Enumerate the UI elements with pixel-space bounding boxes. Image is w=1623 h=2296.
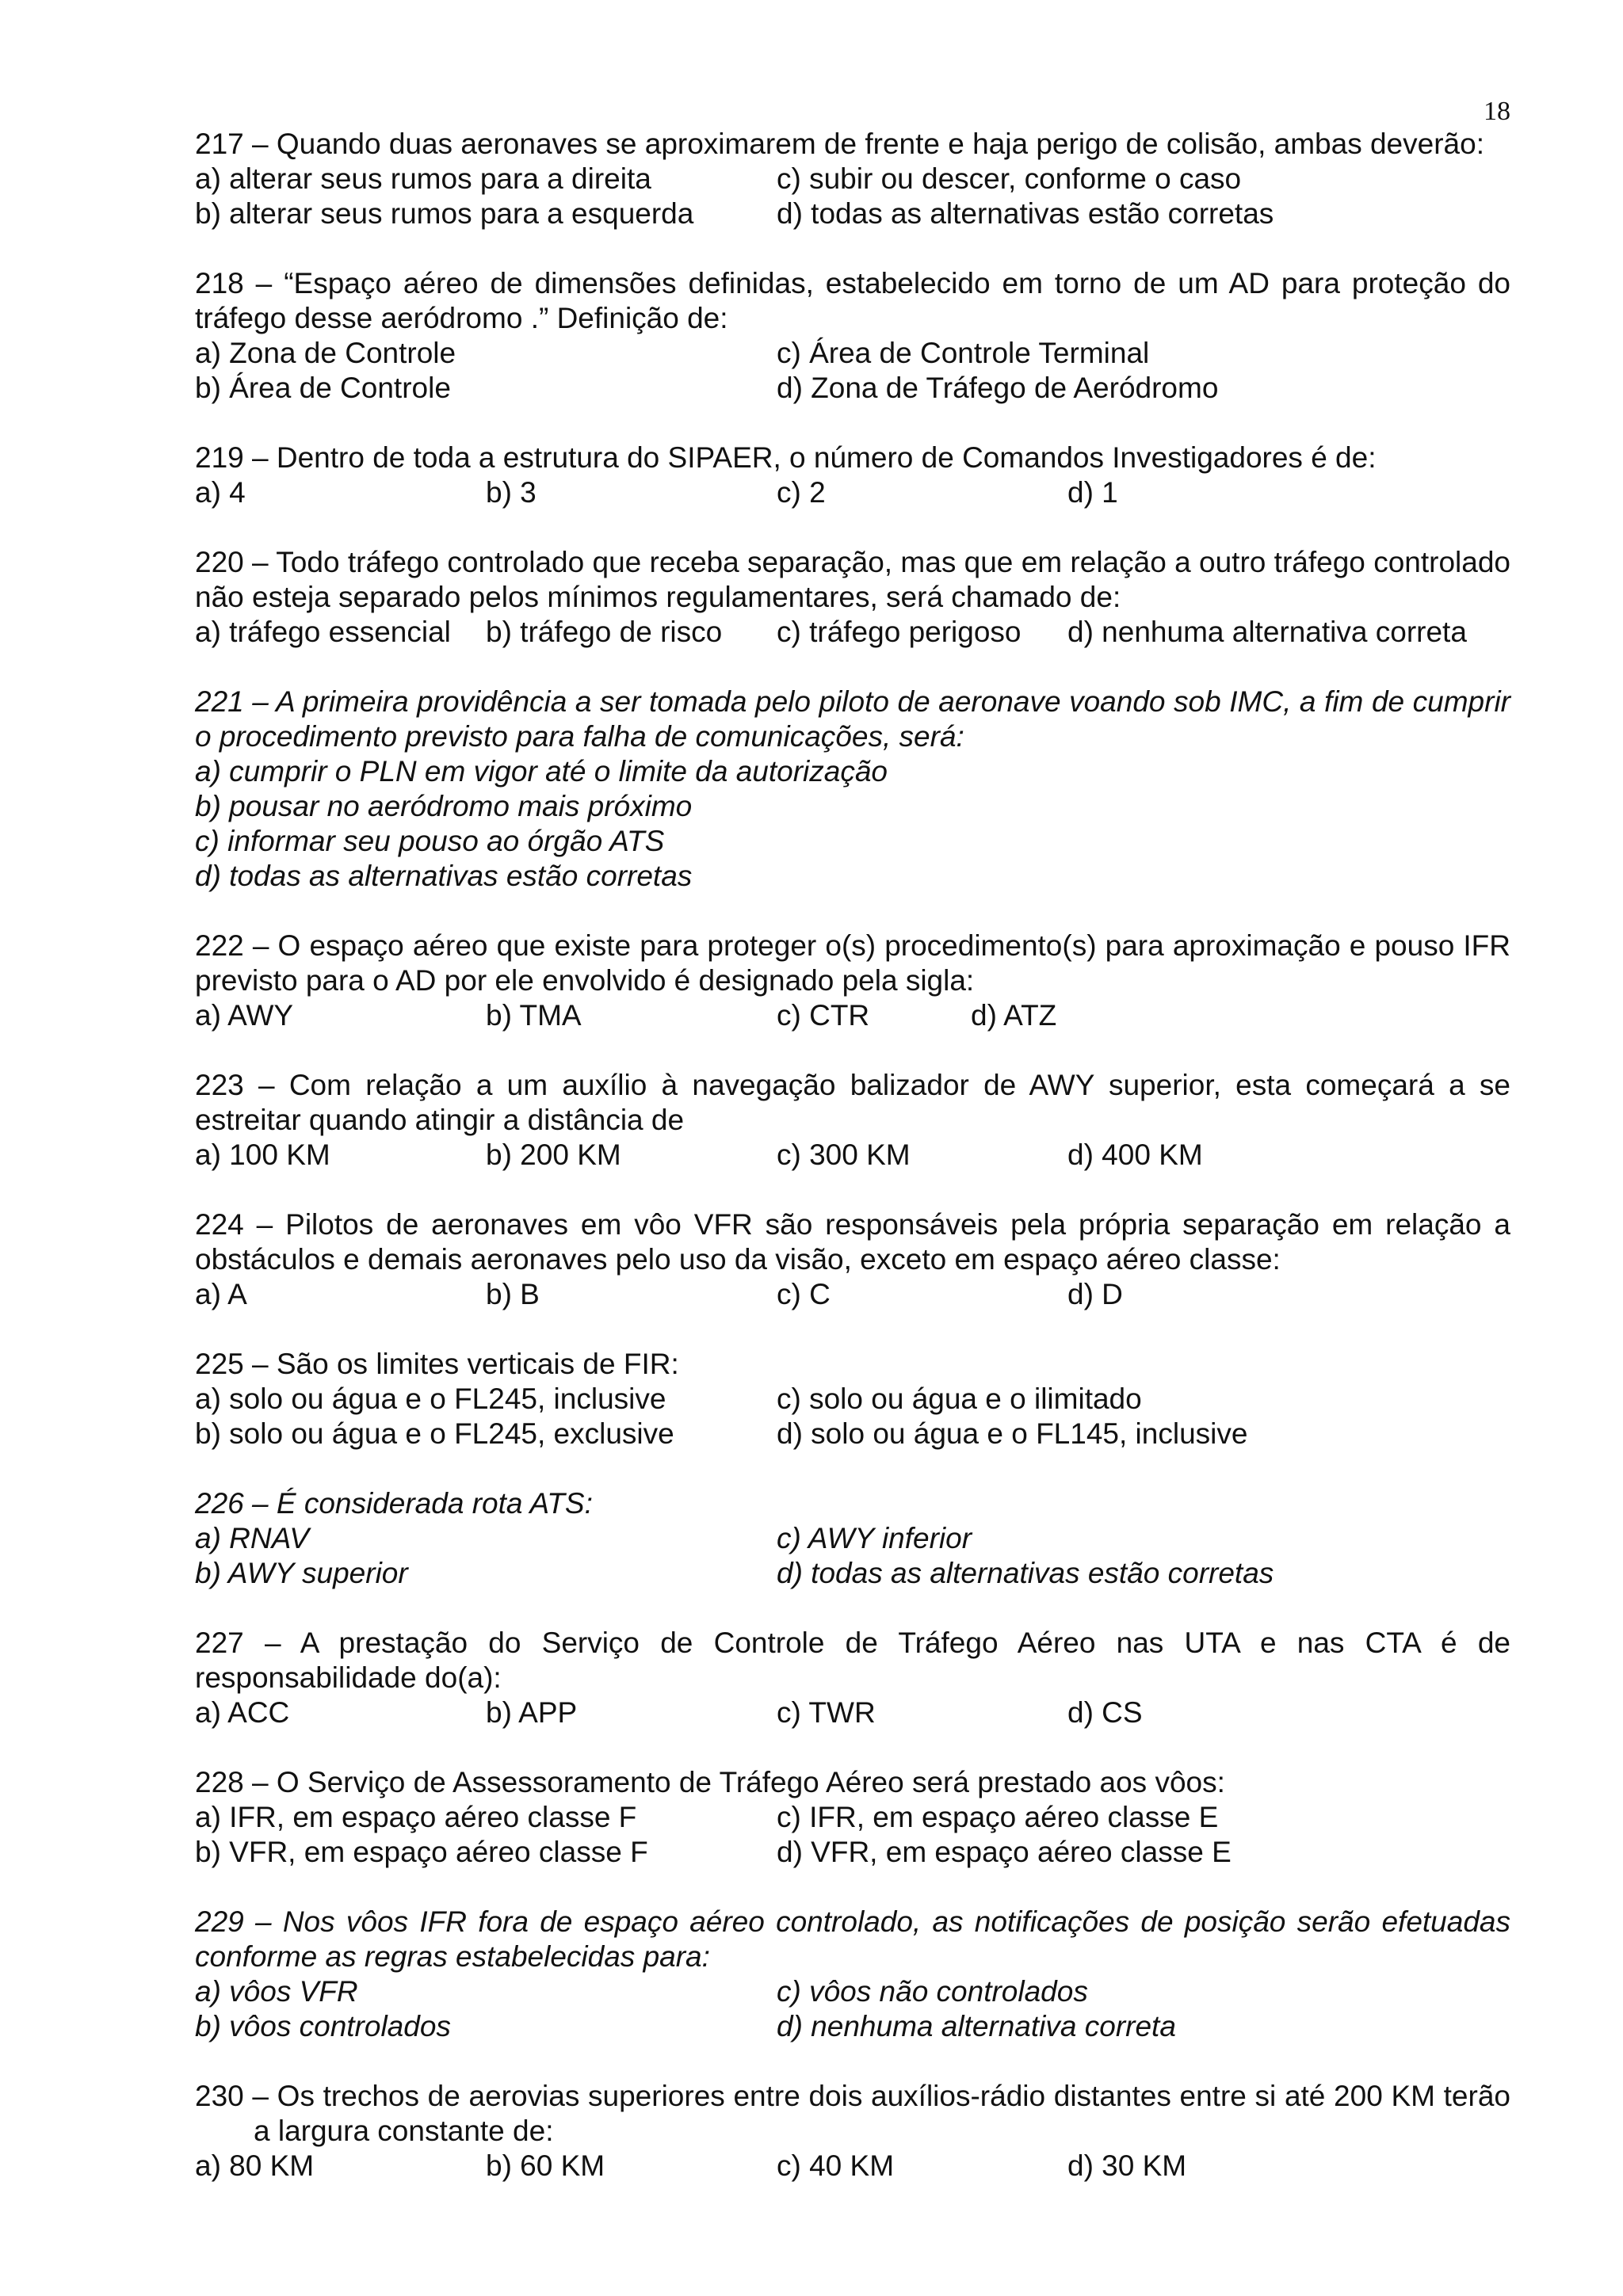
option-b: b) pousar no aeródromo mais próximo	[195, 790, 693, 822]
question-stem: 225 – São os limites verticais de FIR:	[195, 1348, 679, 1380]
answer-options	[195, 1382, 1510, 1451]
option-a: a) vôos VFR	[195, 1975, 358, 2008]
option-a: a) ACC	[195, 1696, 290, 1729]
answer-options	[195, 475, 1510, 510]
option-a: a) RNAV	[195, 1522, 309, 1554]
question-228	[195, 1765, 1510, 1870]
question-225	[195, 1347, 1510, 1451]
question-217	[195, 127, 1510, 231]
question-224	[195, 1207, 1510, 1312]
question-list	[195, 127, 1510, 2183]
question-223	[195, 1068, 1510, 1173]
option-c: c) tráfego perigoso	[777, 616, 1022, 648]
answer-options	[195, 1521, 1510, 1591]
option-b: b) Área de Controle	[195, 372, 451, 404]
question-stem: 228 – O Serviço de Assessoramento de Tráfego Aéreo será prestado aos vôos:	[195, 1766, 1225, 1798]
option-c: c) vôos não controlados	[777, 1975, 1088, 2008]
question-218	[195, 266, 1510, 406]
option-c: c) solo ou água e o ilimitado	[777, 1383, 1142, 1415]
question-stem: 229 – Nos vôos IFR fora de espaço aéreo controlado, as notificações de posição serão efetuadas conforme as regras estabelecidas para:	[195, 1905, 1510, 1973]
option-a: a) Zona de Controle	[195, 337, 456, 369]
answer-options	[195, 998, 1510, 1033]
option-b: b) solo ou água e o FL245, exclusive	[195, 1417, 674, 1450]
question-stem: 217 – Quando duas aeronaves se aproximarem de frente e haja perigo de colisão, ambas deverão:	[195, 128, 1484, 160]
question-221	[195, 685, 1510, 894]
option-b: b) APP	[486, 1696, 578, 1729]
option-b: b) TMA	[486, 999, 582, 1032]
option-a: a) IFR, em espaço aéreo classe F	[195, 1801, 637, 1833]
option-b: b) vôos controlados	[195, 2010, 451, 2042]
question-stem: 223 – Com relação a um auxílio à navegação balizador de AWY superior, esta começará a se estreitar quando atingir a distância de	[195, 1069, 1510, 1136]
answer-options	[195, 2149, 1510, 2183]
answer-options	[195, 754, 1510, 894]
option-a: a) 100 KM	[195, 1138, 330, 1171]
question-stem: 222 – O espaço aéreo que existe para proteger o(s) procedimento(s) para aproximação e pouso IFR previsto para o AD por ele envolvido é designado pela sigla:	[195, 929, 1510, 997]
question-229	[195, 1905, 1510, 2044]
option-c: c) 300 KM	[777, 1138, 911, 1171]
option-a: a) 4	[195, 476, 246, 509]
option-d: d) D	[1067, 1278, 1123, 1310]
option-b: b) alterar seus rumos para a esquerda	[195, 197, 694, 230]
option-b: b) 3	[486, 476, 537, 509]
option-d: d) nenhuma alternativa correta	[1067, 616, 1467, 648]
option-b: b) VFR, em espaço aéreo classe F	[195, 1836, 648, 1868]
option-b: b) AWY superior	[195, 1557, 408, 1589]
option-d: d) todas as alternativas estão corretas	[777, 1557, 1274, 1589]
option-d: d) solo ou água e o FL145, inclusive	[777, 1417, 1248, 1450]
answer-options	[195, 1138, 1510, 1173]
question-220	[195, 545, 1510, 650]
option-c: c) CTR	[777, 999, 870, 1032]
option-a: a) A	[195, 1278, 247, 1310]
option-c: c) AWY inferior	[777, 1522, 972, 1554]
question-stem: 221 – A primeira providência a ser tomada pelo piloto de aeronave voando sob IMC, a fim de cumprir o procedimento previsto para falha de comunicações, será:	[195, 685, 1510, 753]
answer-options	[195, 1695, 1510, 1730]
question-stem: 224 – Pilotos de aeronaves em vôo VFR são responsáveis pela própria separação em relação a obstáculos e demais aeronaves pelo uso da visão, exceto em espaço aéreo classe:	[195, 1208, 1510, 1276]
option-a: a) solo ou água e o FL245, inclusive	[195, 1383, 666, 1415]
option-d: d) ATZ	[971, 999, 1057, 1032]
answer-options	[195, 1277, 1510, 1312]
option-d: d) Zona de Tráfego de Aeródromo	[777, 372, 1219, 404]
answer-options	[195, 336, 1510, 406]
question-230	[195, 2079, 1510, 2183]
question-stem: 230 – Os trechos de aerovias superiores entre dois auxílios-rádio distantes entre si até 200 KM terão a largura constante de:	[195, 2080, 1510, 2147]
question-stem: 220 – Todo tráfego controlado que receba separação, mas que em relação a outro tráfego controlado não esteja separado pelos mínimos regulamentares, será chamado de:	[195, 546, 1510, 613]
option-c: c) Área de Controle Terminal	[777, 337, 1150, 369]
answer-options	[195, 1800, 1510, 1870]
option-d: d) VFR, em espaço aéreo classe E	[777, 1836, 1232, 1868]
question-227	[195, 1626, 1510, 1730]
option-c: c) C	[777, 1278, 831, 1310]
answer-options	[195, 162, 1510, 231]
option-b: b) tráfego de risco	[486, 616, 723, 648]
question-219	[195, 441, 1510, 510]
option-c: c) informar seu pouso ao órgão ATS	[195, 825, 665, 857]
question-222	[195, 929, 1510, 1033]
option-a: a) cumprir o PLN em vigor até o limite da autorização	[195, 755, 888, 788]
option-a: a) tráfego essencial	[195, 616, 451, 648]
page-number: 18	[1484, 97, 1510, 126]
option-d: d) 400 KM	[1067, 1138, 1203, 1171]
option-a: a) AWY	[195, 999, 294, 1032]
option-d: d) 30 KM	[1067, 2149, 1187, 2182]
option-d: d) 1	[1067, 476, 1118, 509]
option-d: d) CS	[1067, 1696, 1143, 1729]
option-c: c) 40 KM	[777, 2149, 895, 2182]
question-stem: 226 – É considerada rota ATS:	[195, 1487, 593, 1520]
option-b: b) B	[486, 1278, 540, 1310]
option-c: c) subir ou descer, conforme o caso	[777, 162, 1242, 195]
option-b: b) 60 KM	[486, 2149, 605, 2182]
option-a: a) 80 KM	[195, 2149, 315, 2182]
option-d: d) nenhuma alternativa correta	[777, 2010, 1176, 2042]
question-226	[195, 1486, 1510, 1591]
option-c: c) IFR, em espaço aéreo classe E	[777, 1801, 1219, 1833]
answer-options	[195, 1974, 1510, 2044]
question-stem: 218 – “Espaço aéreo de dimensões definidas, estabelecido em torno de um AD para proteção do tráfego desse aeródromo .” Definição de:	[195, 267, 1510, 334]
option-c: c) 2	[777, 476, 826, 509]
question-stem: 219 – Dentro de toda a estrutura do SIPAER, o número de Comandos Investigadores é de:	[195, 441, 1377, 474]
option-d: d) todas as alternativas estão corretas	[195, 860, 693, 892]
answer-options	[195, 615, 1510, 650]
option-c: c) TWR	[777, 1696, 876, 1729]
option-a: a) alterar seus rumos para a direita	[195, 162, 651, 195]
question-stem: 227 – A prestação do Serviço de Controle de Tráfego Aéreo nas UTA e nas CTA é de responsabilidade do(a):	[195, 1627, 1510, 1694]
option-b: b) 200 KM	[486, 1138, 621, 1171]
option-d: d) todas as alternativas estão corretas	[777, 197, 1274, 230]
